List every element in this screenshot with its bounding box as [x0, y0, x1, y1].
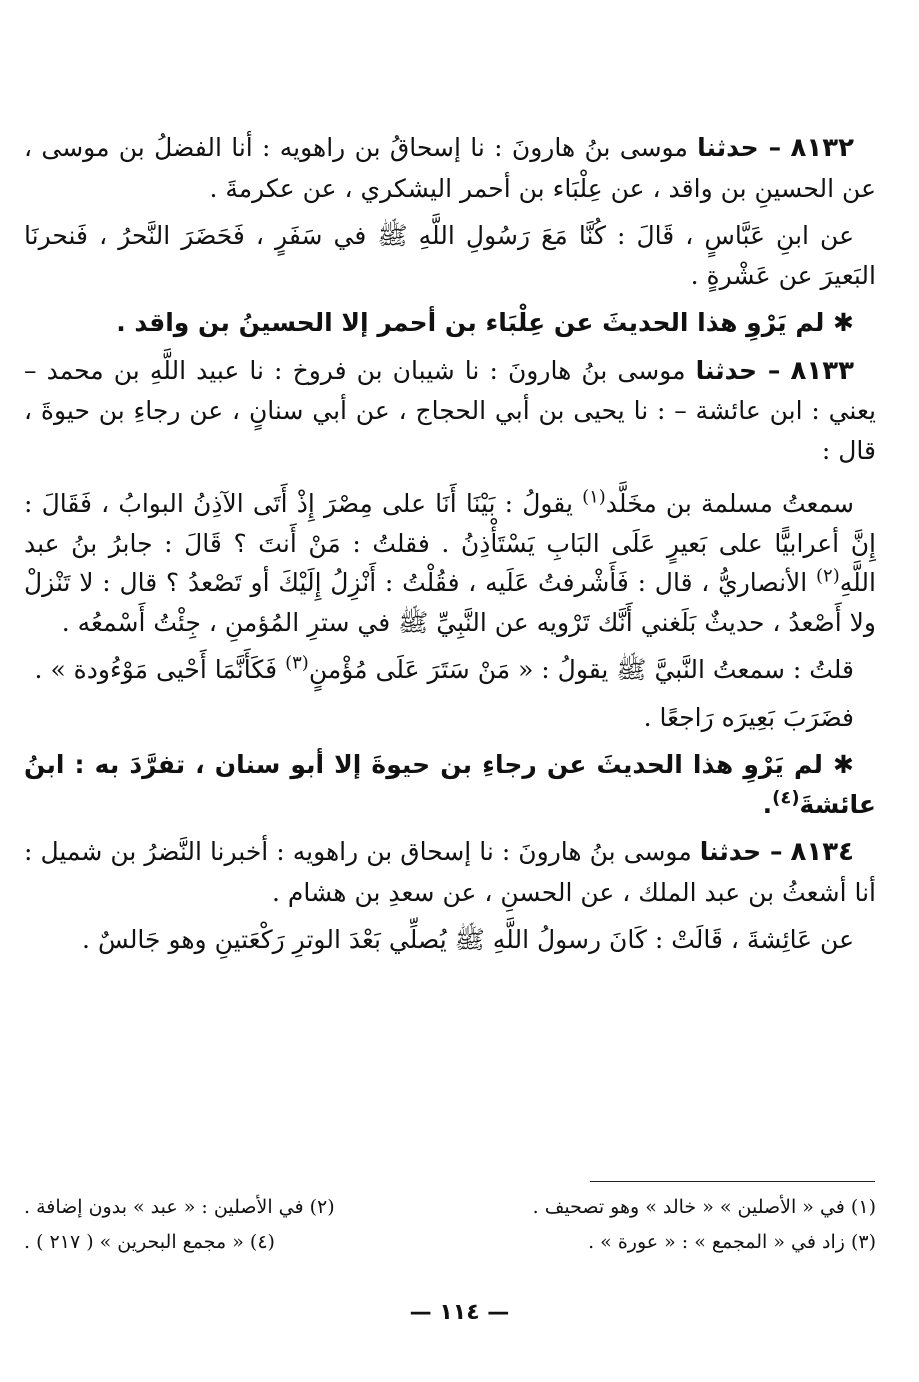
page-body — [24, 128, 876, 968]
footnotes — [24, 1190, 876, 1260]
matn-part: الأنصاريُّ ، قال : فَأَشْرفتُ عَلَيه ، فقُلْتُ : أَنْزِلُ إِلَيْكَ أو تَصْعدُ ؟ قال : لا تَنْزلْ ولا أَصْعدُ ، حديثٌ بَلَغني أَنَّك تَرْويه عن النَّبِيِّ ﷺ في سترِ المُؤمنِ ، جِئْتُ أَسْمعُه . — [24, 568, 876, 637]
hadith-8134-isnad: ٨١٣٤ – حدثنا موسى بنُ هارونَ : نا إسحاق بن راهويه : أخبرنا النَّضرُ بن شميل : أنا أشعثُ بن عبد الملك ، عن الحسنِ ، عن سعدِ بن هشام . — [24, 837, 876, 907]
isnad-text: موسى بنُ هارونَ : نا إسحاقُ بن راهويه : أنا الفضلُ بن موسى ، عن الحسينِ بن واقد ، عن عِلْبَاء بن أحمر اليشكري ، عن عكرمةَ . — [24, 133, 876, 203]
matn-part: سمعتُ مسلمة بن مخَلَّد — [605, 489, 855, 518]
matn-part: فَكَأَنَّمَا أَحْيى مَوْءُودة » . — [34, 655, 278, 684]
hadith-number: ٨١٣٤ — [790, 837, 855, 867]
hadith-8133-matn2 — [24, 650, 876, 690]
footnote-3: (٣) زاد في « المجمع » : « عورة » . — [588, 1231, 876, 1253]
hadith-8133-matn — [24, 484, 876, 642]
isnad-text: موسى بنُ هارونَ : نا شيبان بن فروخ : نا عبيد اللَّهِ بن محمد – يعني : ابن عائشة – : نا يحيى بن أبي الحجاج ، عن أبي سنانٍ ، عن رجاءِ بن حيوةَ ، قال : — [24, 355, 876, 465]
footnote-1: (١) في « الأصلين » « خالد » وهو تصحيف . — [532, 1196, 876, 1218]
hadith-8132-comment: ✱ لم يَرْوِ هذا الحديثَ عن عِلْبَاء بن أحمر إلا الحسينُ بن واقد . — [116, 308, 854, 337]
isnad-label: حدثنا — [697, 133, 759, 162]
isnad-text: موسى بنُ هارونَ : نا إسحاق بن راهويه : أخبرنا النَّضرُ بن شميل : أنا أشعثُ بن عبد الملك ، عن الحسنِ ، عن سعدِ بن هشام . — [24, 837, 876, 907]
hadith-8134-matn: عن عَائِشةَ ، قَالَتْ : كَانَ رسولُ اللَّهِ ﷺ يُصلِّي بَعْدَ الوترِ رَكْعَتينِ وهو جَالسٌ . — [82, 925, 854, 954]
comment-text: ✱ لم يَرْوِ هذا الحديثَ عن رجاءِ بن حيوةَ إلا أبو سنان ، تفرَّدَ به : ابنُ عائشةَ — [24, 750, 876, 819]
footnote-divider — [590, 1181, 875, 1182]
isnad-label: حدثنا — [695, 355, 758, 385]
hadith-8133-isnad: ٨١٣٣ – حدثنا موسى بنُ هارونَ : نا شيبان بن فروخ : نا عبيد اللَّهِ بن محمد – يعني : ابن عائشة – : نا يحيى بن أبي الحجاج ، عن أبي سنانٍ ، عن رجاءِ بن حيوةَ ، قال : — [24, 355, 876, 465]
footnote-4: (٤) « مجمع البحرين » ( ٢١٧ ) . — [24, 1231, 275, 1253]
footnote-marker-4: (٤) — [772, 787, 800, 809]
hadith-8133-comment: ✱ لم يَرْوِ هذا الحديثَ عن رجاءِ بن حيوةَ إلا أبو سنان ، تفرَّدَ به : ابنُ عائشةَ$^{(٤)}$. — [24, 750, 876, 819]
footnote-row — [24, 1190, 876, 1225]
hadith-8132-matn: عن ابنِ عَبَّاسٍ ، قَالَ : كُنَّا مَعَ رَسُولِ اللَّهِ ﷺ في سَفَرٍ ، فَحَضَرَ النَّحرُ ، فَنحرنَا البَعيرَ عن عَشْرةٍ . — [24, 221, 876, 290]
hadith-8132-isnad: ٨١٣٢ – حدثنا موسى بنُ هارونَ : نا إسحاقُ بن راهويه : أنا الفضلُ بن موسى ، عن الحسينِ بن واقد ، عن عِلْبَاء بن أحمر اليشكري ، عن عكرمةَ . — [24, 133, 876, 203]
matn-part: قلتُ : سمعتُ النَّبيَّ ﷺ يقولُ : « مَنْ سَتَرَ عَلَى مُؤْمنٍ — [308, 655, 854, 684]
matn-part: يقولُ : بَيْنَا أَنَا على مِصْرَ إِذْ أَتَى الآذِنُ البوابُ ، فَقَالَ : إِنَّ أعرابيًّا على بَعيرٍ عَلَى البَابِ يَسْتَأْذِنُ . فقلتُ : مَنْ أَنتَ ؟ قَالَ : جابرُ بنُ عبد اللَّهِ — [24, 489, 876, 597]
footnote-marker-1: (١) — [582, 486, 606, 508]
hadith-number: ٨١٣٣ — [790, 355, 854, 386]
footnote-2: (٢) في الأصلين : « عبد » بدون إضافة . — [24, 1196, 335, 1218]
footnote-marker-3: (٣) — [285, 652, 309, 674]
hadith-number: ٨١٣٢ — [790, 133, 854, 163]
footnote-marker-2: (٢) — [816, 565, 840, 587]
isnad-label: حدثنا — [699, 837, 762, 866]
hadith-8133-matn3: فضَرَبَ بَعِيرَه رَاجعًا . — [643, 702, 854, 732]
footnote-row — [24, 1225, 876, 1260]
page-number: — ١١٤ — — [409, 1300, 510, 1325]
